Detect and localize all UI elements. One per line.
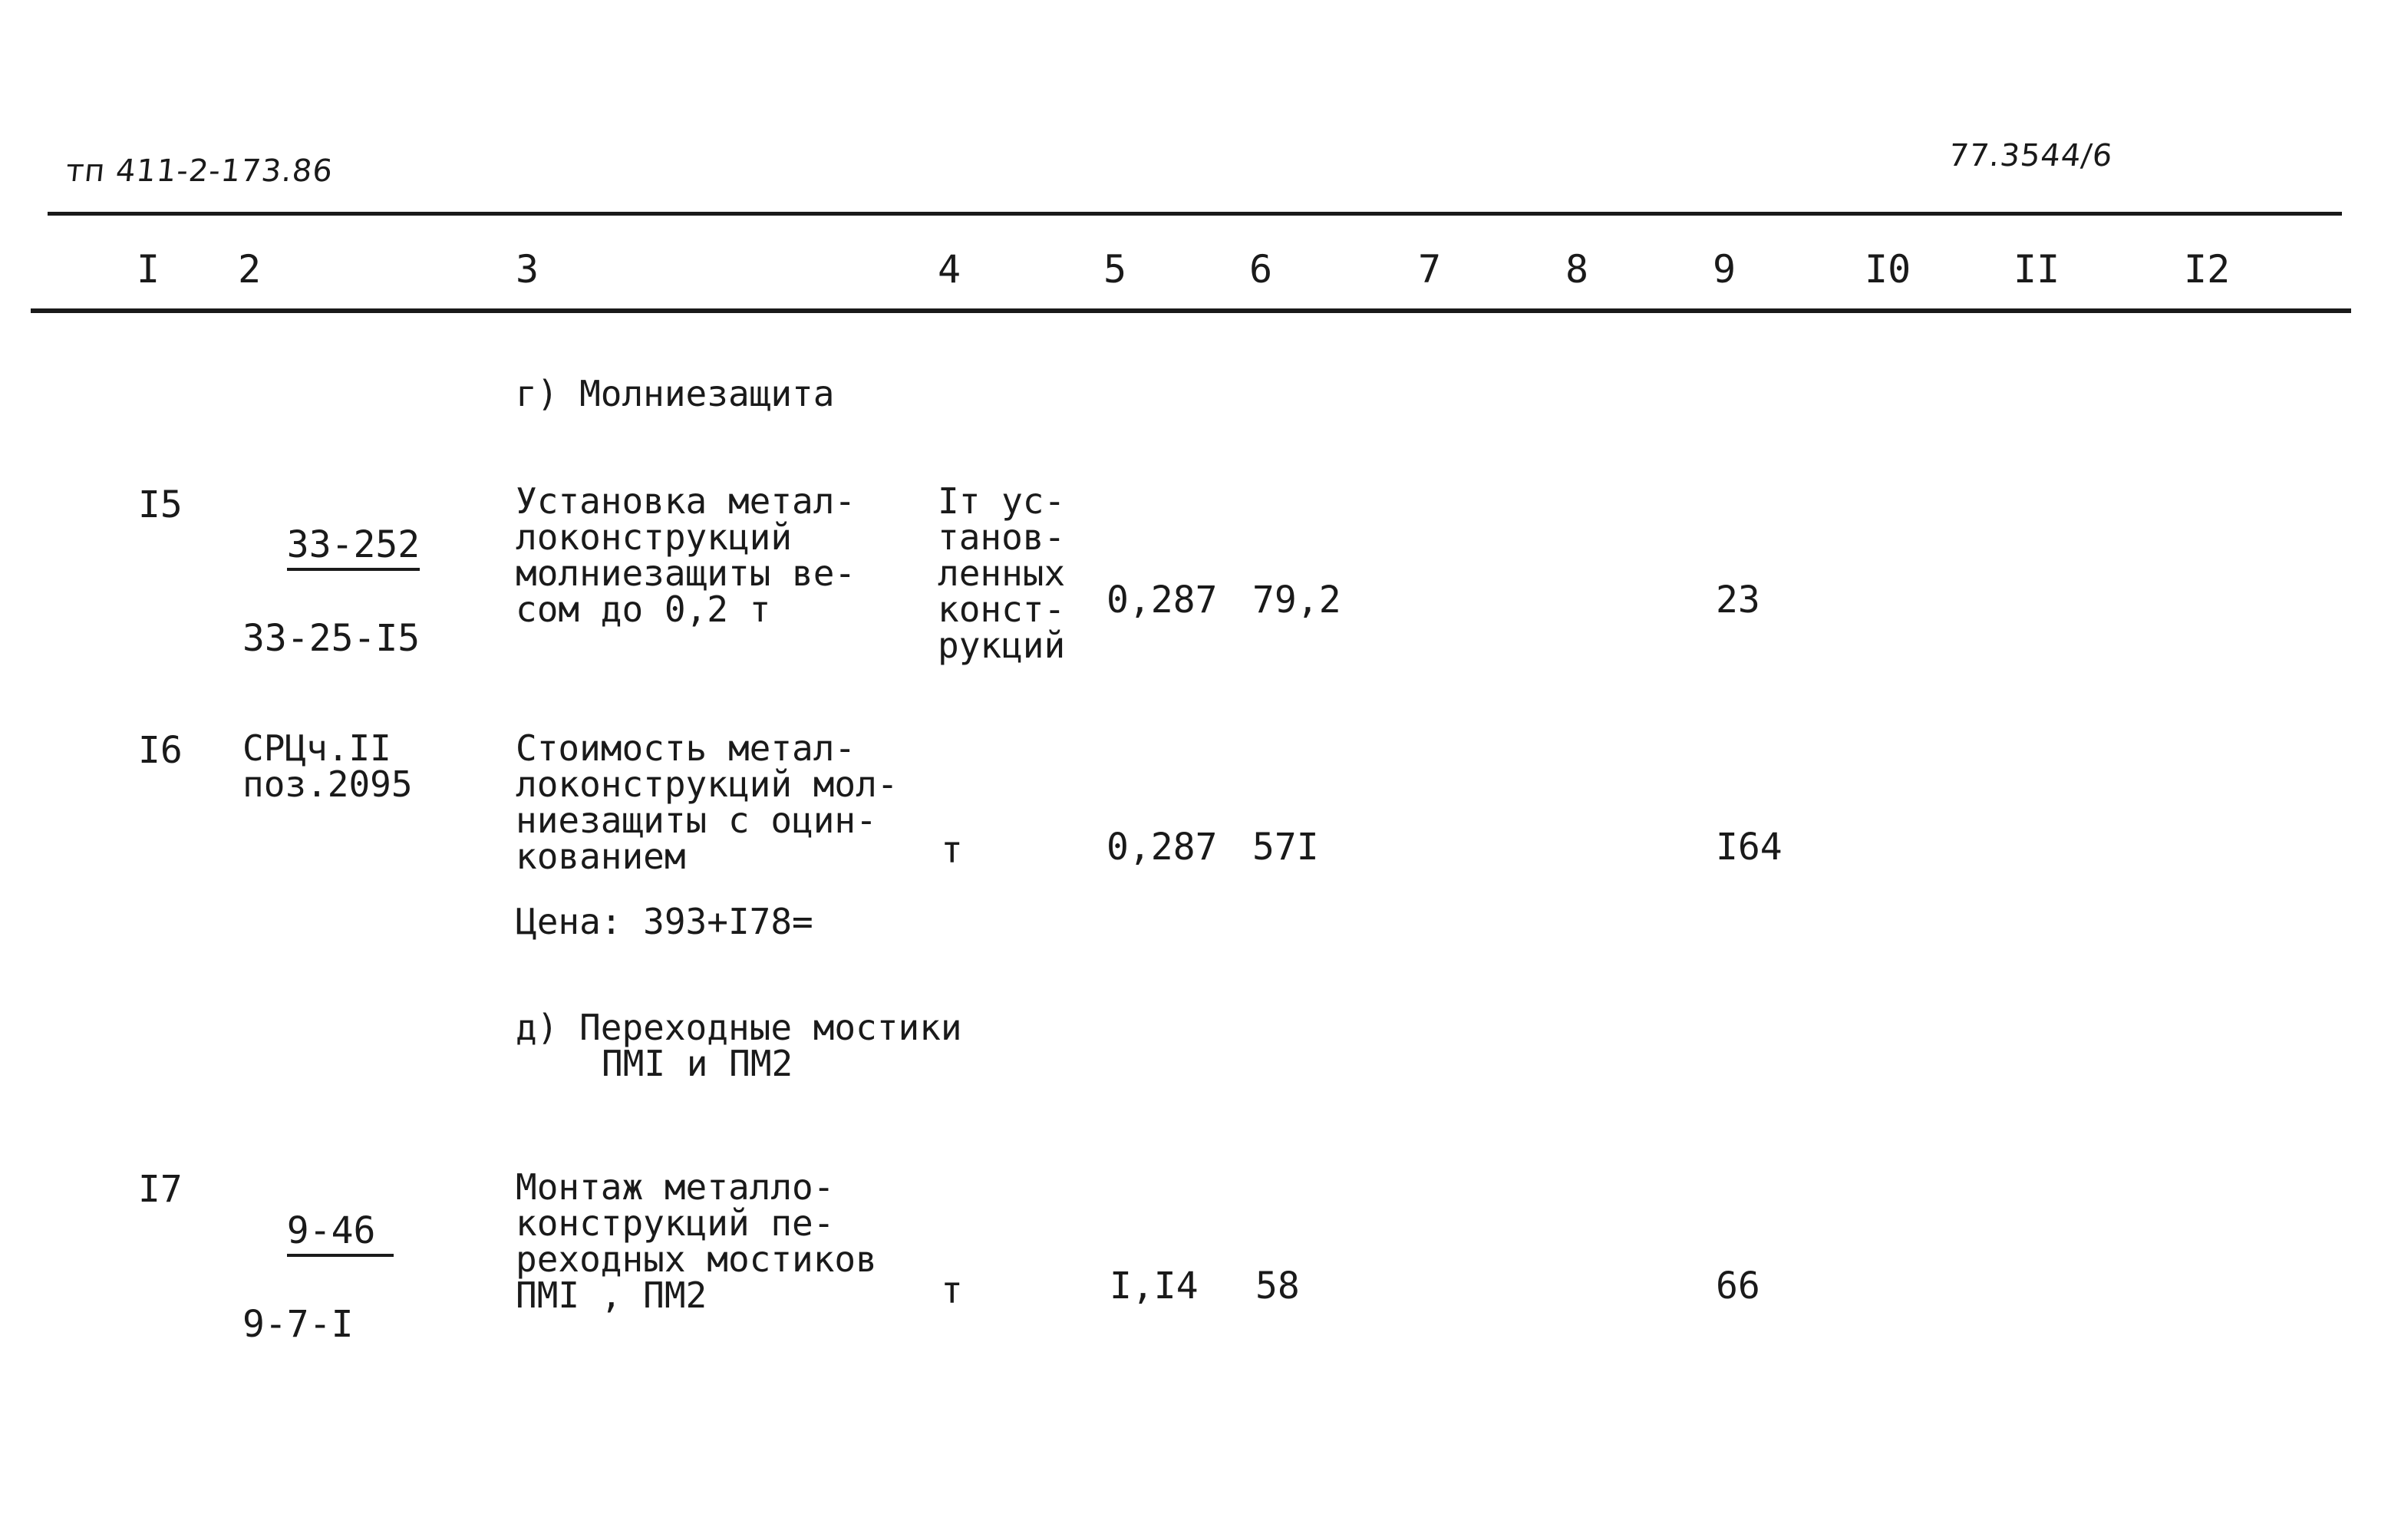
row-15-number: I5 xyxy=(138,483,183,526)
row-15-unit-line: ленных xyxy=(938,552,1066,594)
section-heading-line: д) Переходные мостики xyxy=(516,1007,962,1048)
row-15-unit-line: конст- xyxy=(938,589,1066,630)
row-17-unit-price: 58 xyxy=(1255,1265,1300,1308)
row-16-description xyxy=(516,727,899,877)
row-17-description-line: конструкций пе- xyxy=(516,1202,835,1244)
row-17-unit: т xyxy=(941,1269,963,1312)
column-number-7: 7 xyxy=(1418,247,1442,292)
row-16-unit-price: 57I xyxy=(1252,826,1319,869)
row-16-description-line: локонструкций мол- xyxy=(516,763,899,805)
row-15-description xyxy=(516,480,856,630)
row-15-unit-line: рукций xyxy=(938,625,1066,666)
column-number-11: II xyxy=(2013,247,2060,292)
row-15-code xyxy=(242,480,420,703)
column-number-8: 8 xyxy=(1565,247,1589,292)
section-heading-lightning-protection: г) Молниезащита xyxy=(516,373,835,414)
row-17-description-line: Монтаж металло- xyxy=(516,1166,835,1208)
row-15-unit-price: 79,2 xyxy=(1252,579,1341,622)
column-number-9: 9 xyxy=(1713,247,1736,292)
column-number-4: 4 xyxy=(938,247,961,292)
row-15-unit-line: Iт ус- xyxy=(938,480,1066,522)
row-15-description-line: молниезащиты ве- xyxy=(516,552,856,594)
row-16-number: I6 xyxy=(138,729,183,772)
row-17-code-bottom: 9-7-I xyxy=(242,1303,354,1346)
column-number-12: I2 xyxy=(2184,247,2231,292)
row-15-quantity: 0,287 xyxy=(1107,579,1218,622)
row-15-description-line: локонструкций xyxy=(516,516,793,558)
column-number-5: 5 xyxy=(1103,247,1127,292)
row-16-total: I64 xyxy=(1716,826,1783,869)
row-15-description-line: сом до 0,2 т xyxy=(516,589,771,630)
row-15-unit xyxy=(938,480,1066,666)
table-top-rule xyxy=(48,212,2342,216)
row-16-code xyxy=(242,727,413,805)
row-15-total: 23 xyxy=(1716,579,1760,622)
row-16-description-line: кованием xyxy=(516,836,686,877)
column-number-1: I xyxy=(137,247,160,292)
table-header-rule xyxy=(31,308,2351,313)
row-16-code-bottom: поз.2095 xyxy=(242,763,413,805)
row-17-total: 66 xyxy=(1716,1265,1760,1308)
document-code-right: 77.3544/6 xyxy=(1947,138,2115,173)
row-16-description-line: ниезащиты с оцин- xyxy=(516,800,877,841)
row-15-code-top: 33-252 xyxy=(287,523,420,571)
row-16-quantity: 0,287 xyxy=(1107,826,1218,869)
row-17-number: I7 xyxy=(138,1168,183,1211)
document-code-left: тп 411-2-173.86 xyxy=(64,153,335,189)
row-15-description-line: Установка метал- xyxy=(516,480,856,522)
row-16-unit: т xyxy=(941,829,963,872)
row-15-code-bottom: 33-25-I5 xyxy=(242,617,421,660)
row-17-code xyxy=(242,1166,394,1389)
row-17-quantity: I,I4 xyxy=(1110,1265,1199,1308)
column-number-2: 2 xyxy=(238,247,262,292)
row-16-code-top: СРЦч.II xyxy=(242,727,391,769)
column-number-10: I0 xyxy=(1865,247,1911,292)
row-17-description-line: реходных мостиков xyxy=(516,1238,877,1280)
section-heading-line: ПМI и ПМ2 xyxy=(602,1043,793,1084)
row-17-code-top: 9-46 xyxy=(287,1209,394,1257)
row-17-description-line: ПМI , ПМ2 xyxy=(516,1275,707,1316)
row-17-description xyxy=(516,1166,877,1316)
column-number-6: 6 xyxy=(1249,247,1273,292)
section-heading-transition-bridges xyxy=(516,1007,962,1084)
row-16-price-note: Цена: 393+I78= xyxy=(516,901,813,942)
column-number-3: 3 xyxy=(516,247,539,292)
row-16-description-line: Стоимость метал- xyxy=(516,727,856,769)
row-15-unit-line: танов- xyxy=(938,516,1066,558)
